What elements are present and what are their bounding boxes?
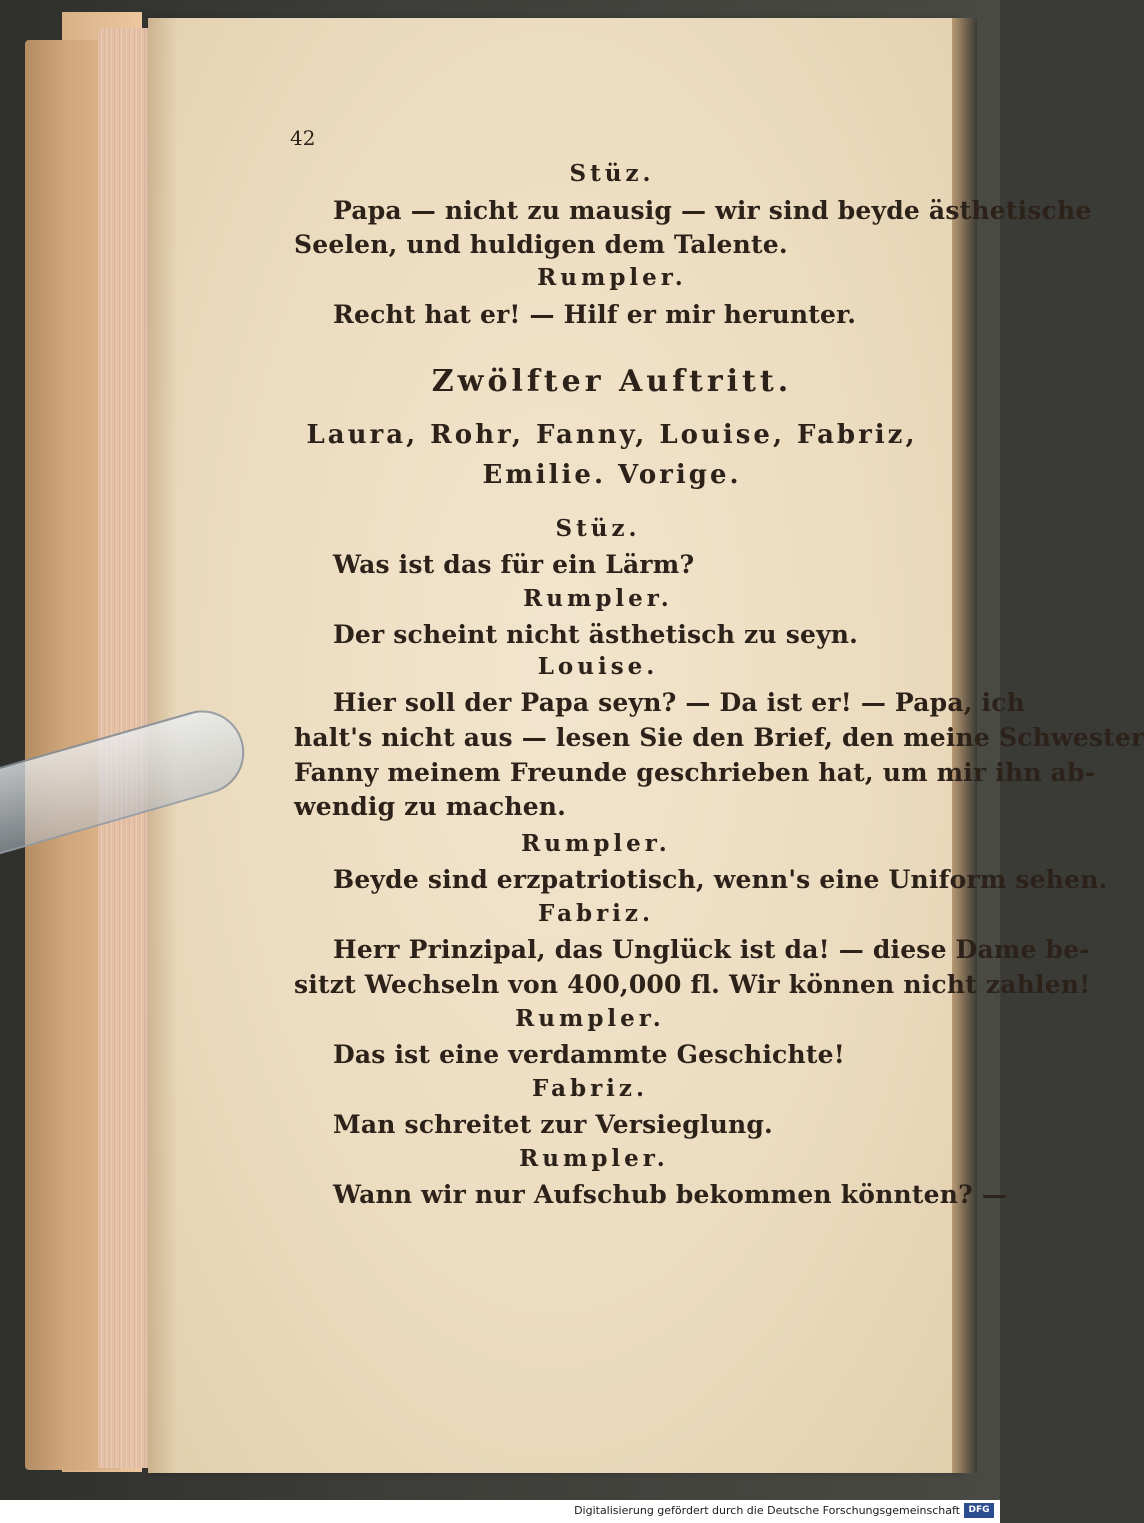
text-line: wendig zu machen. bbox=[294, 792, 567, 821]
text-line: Wann wir nur Aufschub bekommen könnten? — bbox=[333, 1180, 1008, 1209]
text-line: Fanny meinem Freunde geschrieben hat, um mir ihn ab- bbox=[294, 758, 1096, 787]
speaker-label: Stüz. bbox=[569, 160, 655, 187]
speaker-label: Rumpler. bbox=[521, 830, 671, 857]
speaker-label: Fabriz. bbox=[538, 900, 654, 927]
text-line: Seelen, und huldigen dem Talente. bbox=[294, 230, 788, 259]
page-number: 42 bbox=[290, 126, 316, 150]
text-line: Papa — nicht zu mausig — wir sind beyde ästhetische bbox=[333, 196, 1092, 225]
speaker-label: Rumpler. bbox=[515, 1005, 665, 1032]
text-line: Das ist eine verdammte Geschichte! bbox=[333, 1040, 845, 1069]
text-line: Recht hat er! — Hilf er mir herunter. bbox=[333, 300, 857, 329]
speaker-label: Rumpler. bbox=[537, 264, 687, 291]
cast-list-line: Emilie. Vorige. bbox=[482, 460, 742, 490]
text-line: Hier soll der Papa seyn? — Da ist er! — Papa, ich bbox=[333, 688, 1026, 717]
speaker-label: Louise. bbox=[537, 653, 659, 680]
speaker-label: Stüz. bbox=[555, 515, 641, 542]
speaker-label: Fabriz. bbox=[532, 1075, 648, 1102]
speaker-label: Rumpler. bbox=[519, 1145, 669, 1172]
text-line: Der scheint nicht ästhetisch zu seyn. bbox=[333, 620, 859, 649]
scene-heading: Zwölfter Auftritt. bbox=[431, 364, 793, 399]
text-line: sitzt Wechseln von 400,000 fl. Wir können nicht zahlen! bbox=[294, 970, 1091, 999]
text-line: halt's nicht aus — lesen Sie den Brief, den meine Schwester bbox=[294, 723, 1144, 752]
speaker-label: Rumpler. bbox=[523, 585, 673, 612]
text-line: Man schreitet zur Versieglung. bbox=[333, 1110, 773, 1139]
text-line: Herr Prinzipal, das Unglück ist da! — diese Dame be- bbox=[333, 935, 1090, 964]
funding-credit: Digitalisierung gefördert durch die Deutsche Forschungsgemeinschaft bbox=[574, 1504, 960, 1517]
text-line: Beyde sind erzpatriotisch, wenn's eine Uniform sehen. bbox=[333, 865, 1108, 894]
text-line: Was ist das für ein Lärm? bbox=[333, 550, 695, 579]
dfg-logo: DFG bbox=[964, 1503, 994, 1518]
cast-list-line: Laura, Rohr, Fanny, Louise, Fabriz, bbox=[306, 420, 918, 450]
